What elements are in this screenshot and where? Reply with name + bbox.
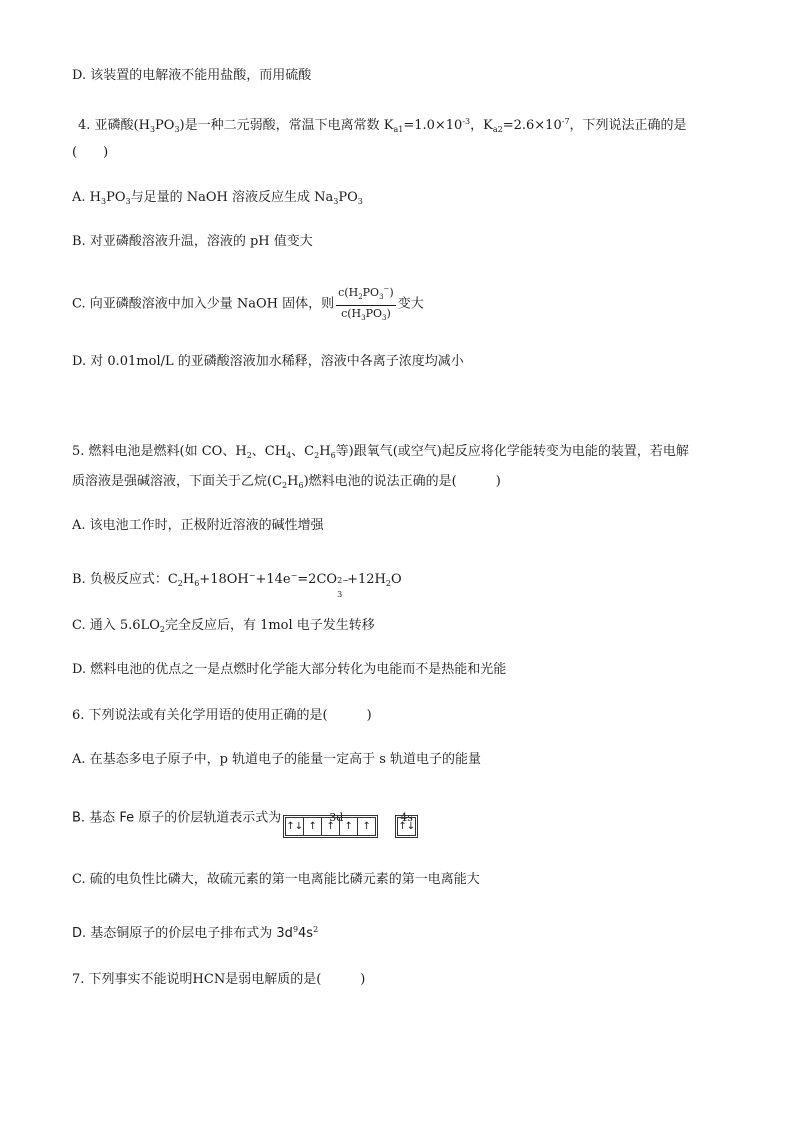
q3-option-d xyxy=(72,66,311,86)
orbital-box: ↑ xyxy=(362,821,371,832)
q5-b-part: =2CO xyxy=(297,572,338,587)
sub: 4 xyxy=(286,451,292,460)
subscript: 3 xyxy=(337,590,343,599)
ka2-exponent: -7 xyxy=(561,117,570,126)
ka2-subscript: a2 xyxy=(492,125,503,134)
q4-option-a xyxy=(72,188,363,212)
orbital-box: ↑ xyxy=(340,818,358,835)
sub: 2 xyxy=(246,451,252,460)
q4-answer-paren xyxy=(72,143,108,163)
fraction-numerator xyxy=(336,282,396,306)
sup: − xyxy=(383,285,390,293)
sub: 2 xyxy=(314,451,320,460)
q6-stem xyxy=(72,706,372,726)
sub: 3 xyxy=(333,197,339,206)
q6-stem-text: 6. 下列说法或有关化学用语的使用正确的是( ) xyxy=(72,708,372,723)
q6-b-text: B. 基态 Fe 原子的价层轨道表示式为 xyxy=(72,810,282,826)
q4-stem-part: ，下列说法正确的是 xyxy=(569,118,687,133)
num-part: ) xyxy=(389,286,394,299)
q5-c-part: C. 通入 5.6LO xyxy=(72,618,160,633)
q7-stem xyxy=(72,970,365,990)
sub: 6 xyxy=(194,579,200,588)
sub: 3 xyxy=(357,197,363,206)
ka2-value: =2.6×10 xyxy=(502,118,562,133)
q5-c-part: 完全反应后，有 1mol 电子发生转移 xyxy=(164,618,375,633)
sub: 2 xyxy=(177,579,183,588)
q6-option-b xyxy=(72,800,423,837)
q5-part: 5. 燃料电池是燃料(如 CO、H xyxy=(72,444,247,459)
q5-b-part: H xyxy=(182,572,195,587)
q5-b-part: +18OH xyxy=(199,572,249,587)
sub: 3 xyxy=(379,293,384,301)
den-part: ) xyxy=(386,307,391,320)
sub: 3 xyxy=(101,197,107,206)
q4-stem-part: )是一种二元弱酸，常温下电离常数 K xyxy=(179,118,394,133)
sub: 2 xyxy=(358,293,363,301)
orbital-box: ↑↓ xyxy=(286,818,304,835)
label-4s: 4s xyxy=(400,811,413,824)
q5-part: 、C xyxy=(291,444,315,459)
orbital-boxes-4s xyxy=(397,817,416,836)
sub: 6 xyxy=(298,481,304,490)
sub-3: 3 xyxy=(174,125,180,134)
q4-option-c xyxy=(72,282,424,326)
sub: 2 xyxy=(385,579,391,588)
q5-part: 等)跟氧气(或空气)起反应将化学能转变为电能的装置，若电解 xyxy=(335,444,689,459)
q5-part: 质溶液是强碱溶液，下面关于乙烷(C xyxy=(72,474,283,489)
fraction-denominator xyxy=(336,306,396,326)
num-part: c(H xyxy=(338,286,359,299)
sub: 3 xyxy=(125,197,131,206)
sub: 3 xyxy=(382,314,387,322)
orbital-box: ↑ xyxy=(304,818,322,835)
ka1-value: =1.0×10 xyxy=(403,118,463,133)
q4-option-b xyxy=(72,232,313,252)
orbital-diagram xyxy=(283,800,423,836)
q5-stem-line2 xyxy=(72,472,501,496)
q4-stem xyxy=(78,112,687,140)
den-part: c(H xyxy=(341,307,362,320)
sub: 2 xyxy=(282,481,288,490)
q5-d-text: D. 燃料电池的优点之一是点燃时化学能大部分转化为电能而不是热能和光能 xyxy=(72,662,507,677)
q5-option-c xyxy=(72,616,375,640)
sup: 9 xyxy=(292,925,299,934)
q3-option-d-text: D. 该装置的电解液不能用盐酸，而用硫酸 xyxy=(72,68,312,83)
ka1-exponent: -3 xyxy=(462,117,471,126)
label-3d: 3d xyxy=(329,811,344,824)
q6-a-text: A. 在基态多电子原子中，p 轨道电子的能量一定高于 s 轨道电子的能量 xyxy=(72,752,482,767)
sup: − xyxy=(248,571,256,580)
q4-a-part: A. H xyxy=(72,190,101,205)
q4-stem-part: 4. 亚磷酸(H xyxy=(78,118,150,133)
q4-a-part: PO xyxy=(106,190,126,205)
q4-b-text: B. 对亚磷酸溶液升温，溶液的 pH 值变大 xyxy=(72,234,313,249)
orbital-box: ↑ xyxy=(322,818,340,835)
q5-option-b xyxy=(72,566,402,599)
fraction xyxy=(336,282,396,326)
orbital-boxes-3d xyxy=(285,817,376,836)
sub-2: 3 xyxy=(149,125,156,134)
q5-part: 、CH xyxy=(251,444,287,459)
q4-stem-part: ，K xyxy=(470,118,493,133)
q4-option-d xyxy=(72,352,464,372)
q5-b-part: O xyxy=(390,572,402,587)
q5-b-part: B. 负极反应式：C xyxy=(72,572,178,587)
q5-b-part: +14e xyxy=(255,572,291,587)
q5-option-d xyxy=(72,660,506,680)
q5-b-part: +12H xyxy=(347,572,386,587)
sup: − xyxy=(290,571,298,580)
q5-part: H xyxy=(319,444,331,459)
q6-c-text: C. 硫的电负性比磷大，故硫元素的第一电离能比磷元素的第一电离能大 xyxy=(72,872,480,887)
q5-stem-line1 xyxy=(72,442,689,466)
sub: 2 xyxy=(159,625,165,634)
sub: 6 xyxy=(330,451,336,460)
num-part: PO xyxy=(362,286,380,299)
answer-paren: ( ) xyxy=(72,145,109,160)
orbital-box: ↑↓ xyxy=(398,821,416,832)
q6-option-c xyxy=(72,870,480,890)
q6-d-text: D. 基态铜原子的价层电子排布式为 3d xyxy=(72,926,293,941)
q6-option-a xyxy=(72,750,481,770)
q4-d-text: D. 对 0.01mol/L 的亚磷酸溶液加水稀释，溶液中各离子浓度均减小 xyxy=(72,354,464,369)
q6-d-text: 4s xyxy=(298,926,314,941)
charge: 2− xyxy=(337,576,349,585)
q6-option-d xyxy=(72,920,318,944)
q5-option-a xyxy=(72,516,324,536)
q5-part: H xyxy=(287,474,299,489)
q4-c-text-end: 变大 xyxy=(397,296,424,312)
den-part: PO xyxy=(365,307,383,320)
q5-part: )燃料电池的说法正确的是( ) xyxy=(303,474,501,489)
q4-c-text: C. 向亚磷酸溶液中加入少量 NaOH 固体，则 xyxy=(72,296,335,312)
q5-a-text: A. 该电池工作时，正极附近溶液的碱性增强 xyxy=(72,518,324,533)
q7-stem-text: 7. 下列事实不能说明HCN是弱电解质的是( ) xyxy=(72,972,366,987)
sup: 2 xyxy=(313,925,319,934)
sub: 3 xyxy=(361,314,366,322)
q4-a-part: PO xyxy=(338,190,358,205)
q4-stem-part: PO xyxy=(155,118,175,133)
ka1-subscript: a1 xyxy=(393,125,404,134)
q4-a-part: 与足量的 NaOH 溶液反应生成 Na xyxy=(130,190,334,205)
